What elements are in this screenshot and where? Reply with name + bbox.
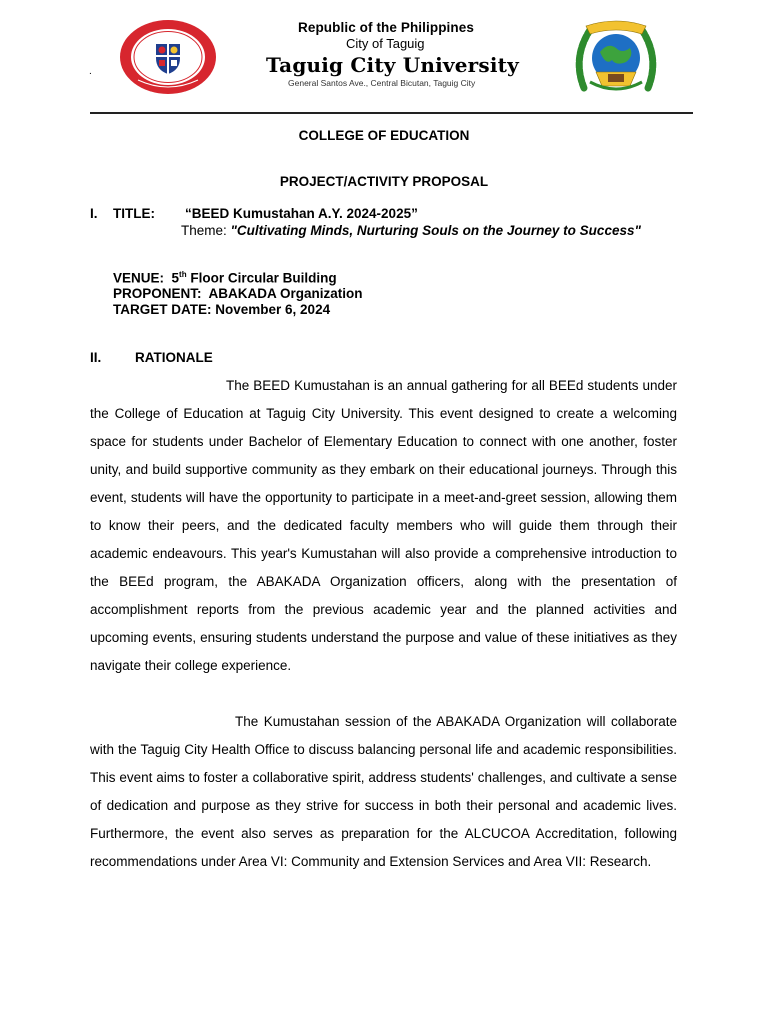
stray-dot: .: [89, 66, 92, 77]
section-1-number: I.: [90, 206, 98, 221]
theme-label: Theme:: [181, 223, 231, 238]
rationale-paragraph-1: The BEED Kumustahan is an annual gathering for all BEEd students under the College of Education at Taguig City University. This event designed to create a welcoming space for students under Bachelor of Elementary Education to connect with one another, foster unity, and build supportive community as they embark on their educational journeys. Through this event, students will have the opportunity to participate in a meet-and-greet session, allowing them to know their peers, and the dedicated faculty members who will guide them through their academic endeavours. This year's Kumustahan will also provide a comprehensive introduction to the BEEd program, the ABAKADA Organization officers, along with the presentation of accomplishment reports from the previous academic year and the planned activities and upcoming events, ensuring students understand the purpose and value of these initiatives as they navigate their college experience.: [90, 378, 677, 673]
city-line: City of Taguig: [346, 36, 425, 51]
theme-text: "Cultivating Minds, Nurturing Souls on the Journey to Success": [230, 223, 641, 238]
venue-label: VENUE:: [113, 270, 165, 286]
proponent-line: [113, 286, 363, 301]
venue-floor-suffix: th: [179, 270, 187, 279]
rationale-paragraph-2: The Kumustahan session of the ABAKADA Organization will collaborate with the Taguig City Health Office to discuss balancing personal life and academic responsibilities. This event aims to foster a collaborative spirit, address students' challenges, and cultivate a sense of dedication and purpose as they strive for success in both their personal and academic lives. Furthermore, the event also serves as preparation for the ALCUCOA Accreditation, following recommendations under Area VI: Community and Extension Services and Area VII: Research.: [90, 714, 677, 869]
university-name: Taguig City University: [266, 53, 519, 77]
venue-floor-number: 5: [171, 270, 180, 286]
proponent-value: ABAKADA Organization: [208, 286, 363, 301]
target-date-line: [113, 302, 330, 317]
title-label: TITLE:: [113, 206, 155, 221]
letterhead-divider: [90, 112, 693, 114]
target-date-label: TARGET DATE:: [113, 302, 212, 317]
section-2-number: II.: [90, 350, 102, 365]
college-heading: COLLEGE OF EDUCATION: [298, 128, 470, 143]
target-date-value: November 6, 2024: [215, 302, 331, 317]
proponent-label: PROPONENT:: [113, 286, 202, 301]
venue-value: Floor Circular Building: [186, 270, 337, 286]
letterhead-text: [266, 20, 526, 88]
tcu-seal-logo: [118, 18, 218, 96]
letterhead: [0, 0, 768, 115]
abakada-logo: [570, 16, 662, 102]
theme-line: [181, 222, 651, 239]
rationale-heading: RATIONALE: [135, 350, 213, 365]
proposal-heading: PROJECT/ACTIVITY PROPOSAL: [279, 174, 489, 189]
republic-line: Republic of the Philippines: [298, 20, 474, 35]
project-title: “BEED Kumustahan A.Y. 2024-2025”: [185, 206, 418, 221]
university-address: General Santos Ave., Central Bicutan, Taguig City: [288, 78, 476, 88]
venue-line: [113, 270, 337, 286]
